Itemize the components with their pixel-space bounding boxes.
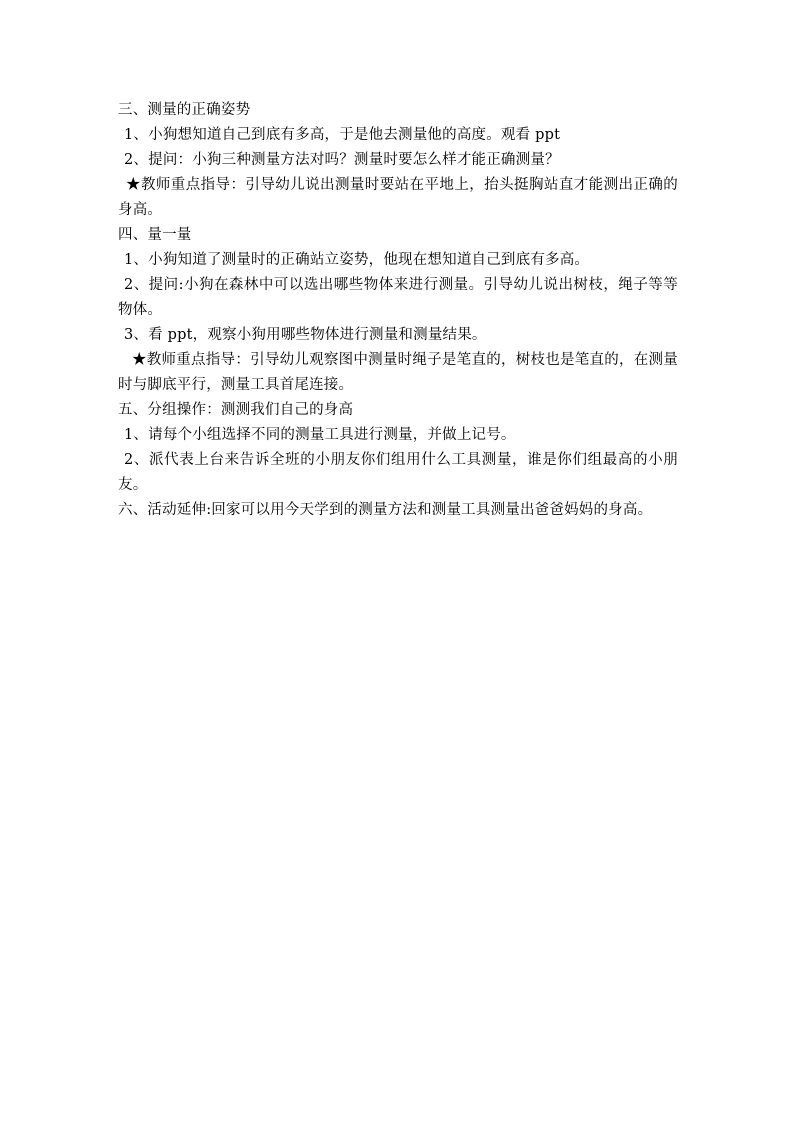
list-item: 1、小狗想知道自己到底有多高，于是他去测量他的高度。观看 ppt xyxy=(124,127,561,143)
section-heading-3: 三、测量的正确姿势 xyxy=(118,102,251,118)
list-item: 2、提问：小狗三种测量方法对吗？测量时要怎么样才能正确测量？ xyxy=(124,152,560,168)
section-heading-5: 五、分组操作：测测我们自己的身高 xyxy=(118,402,354,418)
teacher-note xyxy=(118,173,678,223)
star-icon: ★ xyxy=(132,352,147,368)
list-item: 2、派代表上台来告诉全班的小朋友你们组用什么工具测量，谁是你们组最高的小朋友。 xyxy=(118,452,678,493)
section-heading-6: 六、活动延伸:回家可以用今天学到的测量方法和测量工具测量出爸爸妈妈的身高。 xyxy=(118,502,653,518)
section-heading-4: 四、量一量 xyxy=(118,227,192,243)
teacher-note-text: 教师重点指导：引导幼儿说出测量时要站在平地上，抬头挺胸站直才能测出正确的身高。 xyxy=(118,177,679,218)
list-item: 1、请每个小组选择不同的测量工具进行测量，并做上记号。 xyxy=(124,427,516,443)
list-item: 1、小狗知道了测量时的正确站立姿势，他现在想知道自己到底有多高。 xyxy=(124,252,590,268)
document-body xyxy=(118,98,678,523)
list-item: 3、看 ppt，观察小狗用哪些物体进行测量和测量结果。 xyxy=(124,327,487,343)
list-item: 2、提问:小狗在森林中可以选出哪些物体来进行测量。引导幼儿说出树枝，绳子等等物体。 xyxy=(118,277,678,318)
teacher-note xyxy=(118,348,678,398)
teacher-note-text: 教师重点指导：引导幼儿观察图中测量时绳子是笔直的，树枝也是笔直的，在测量时与脚底平行，测量工具首尾连接。 xyxy=(118,352,678,393)
star-icon: ★ xyxy=(126,177,141,193)
